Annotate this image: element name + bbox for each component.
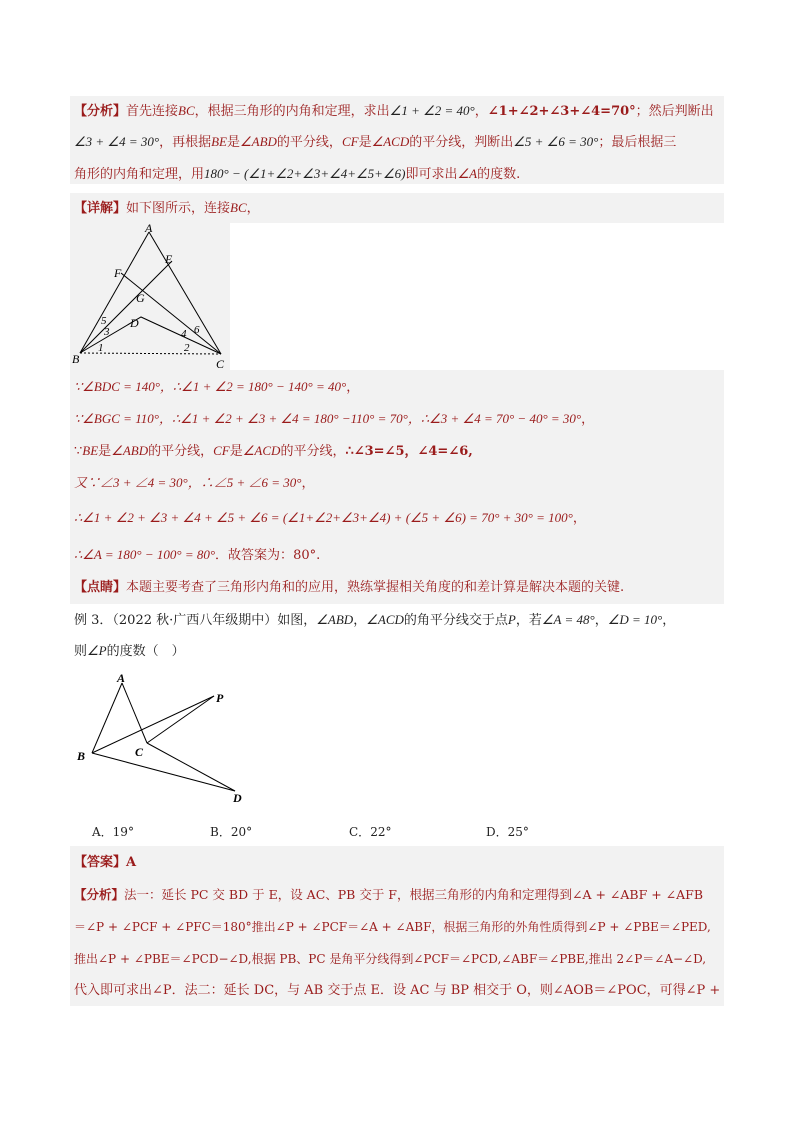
option-d[interactable]: D．25° [486, 825, 529, 839]
analysis2-line-3: 推出∠P + ∠PBE＝∠PCD−∠D,根据 PB、PC 是角平分线得到∠PCF＝∠PCD,∠ABF＝∠PBE,推出 2∠P＝∠A−∠D, [74, 952, 707, 966]
analysis2-line-2: ＝∠P + ∠PCF + ∠PFC＝180°推出∠P + ∠PCF＝∠A + ∠ABF，根据三角形的外角性质得到∠P + ∠PBE＝∠PED, [74, 920, 711, 934]
analysis-line-1: 【分析】首先连接BC，根据三角形的内角和定理，求出∠1 + ∠2 = 40°，∠1+∠2+∠3+∠4=70°；然后判断出 [74, 103, 714, 119]
angle-label-3: 3 [104, 326, 110, 338]
angle-label-1: 1 [98, 342, 104, 354]
label-C2: C [135, 745, 144, 759]
label-P: P [216, 691, 224, 705]
angle-label-5: 5 [101, 315, 107, 327]
label-D: D [130, 316, 139, 330]
step-6: ∴∠A = 180° − 100° = 80°．故答案为：80°. [74, 547, 321, 563]
angle-label-6: 6 [194, 324, 200, 336]
label-E: E [165, 252, 173, 266]
label-A2: A [117, 671, 126, 685]
triangle-figure-2 [70, 668, 260, 813]
angle-label-4: 4 [181, 328, 187, 340]
option-a[interactable]: A．19° [92, 825, 134, 839]
key-point: 【点睛】本题主要考查了三角形内角和的应用，熟练掌握相关角度的和差计算是解决本题的关键. [74, 580, 625, 595]
label-F: F [114, 266, 122, 280]
detail-line: 【详解】如下图所示，连接BC， [74, 200, 260, 216]
triangle-figure-1 [70, 222, 230, 372]
option-b[interactable]: B．20° [210, 825, 253, 839]
label-C: C [216, 357, 225, 371]
answer-line: 【答案】A [74, 855, 137, 870]
step-4: 又∵∠3 + ∠4 = 30°，∴∠5 + ∠6 = 30°， [74, 475, 315, 491]
step-3: ∵BE是∠ABD的平分线，CF是∠ACD的平分线，∴∠3=∠5，∠4=∠6, [74, 443, 473, 459]
step-1: ∵∠BDC = 140°，∴∠1 + ∠2 = 180° − 140° = 40°， [74, 379, 360, 395]
label-A: A [145, 222, 153, 235]
label-G: G [136, 291, 145, 305]
label-B: B [72, 352, 80, 366]
example-3-line-1: 例 3．（2022 秋·广西八年级期中）如图，∠ABD，∠ACD的角平分线交于点P，若∠A = 48°，∠D = 10°， [74, 612, 676, 628]
analysis-line-3: 角形的内角和定理，用180° − (∠1+∠2+∠3+∠4+∠5+∠6)即可求出∠A的度数. [74, 166, 521, 182]
label-D2: D [233, 791, 242, 805]
option-c[interactable]: C．22° [349, 825, 392, 839]
step-2: ∵∠BGC = 110°，∴∠1 + ∠2 + ∠3 + ∠4 = 180° −110° = 70°，∴∠3 + ∠4 = 70° − 40° = 30°， [74, 411, 595, 427]
label-B2: B [77, 749, 86, 763]
analysis-line-2: ∠3 + ∠4 = 30°，再根据BE是∠ABD的平分线，CF是∠ACD的平分线，判断出∠5 + ∠6 = 30°；最后根据三 [74, 134, 677, 150]
angle-label-2: 2 [184, 342, 190, 354]
analysis2-line-4: 代入即可求出∠P．法二：延长 DC，与 AB 交于点 E．设 AC 与 BP 相交于 O，则∠AOB＝∠POC，可得∠P + [74, 983, 721, 998]
step-5: ∴∠1 + ∠2 + ∠3 + ∠4 + ∠5 + ∠6 = (∠1+∠2+∠3+∠4) + (∠5 + ∠6) = 70° + 30° = 100°， [74, 510, 586, 526]
analysis2-line-1: 【分析】法一：延长 PC 交 BD 于 E，设 AC、PB 交于 F，根据三角形的内角和定理得到∠A + ∠ABF + ∠AFB [74, 887, 704, 902]
example-3-line-2: 则∠P的度数（ ） [74, 643, 185, 659]
